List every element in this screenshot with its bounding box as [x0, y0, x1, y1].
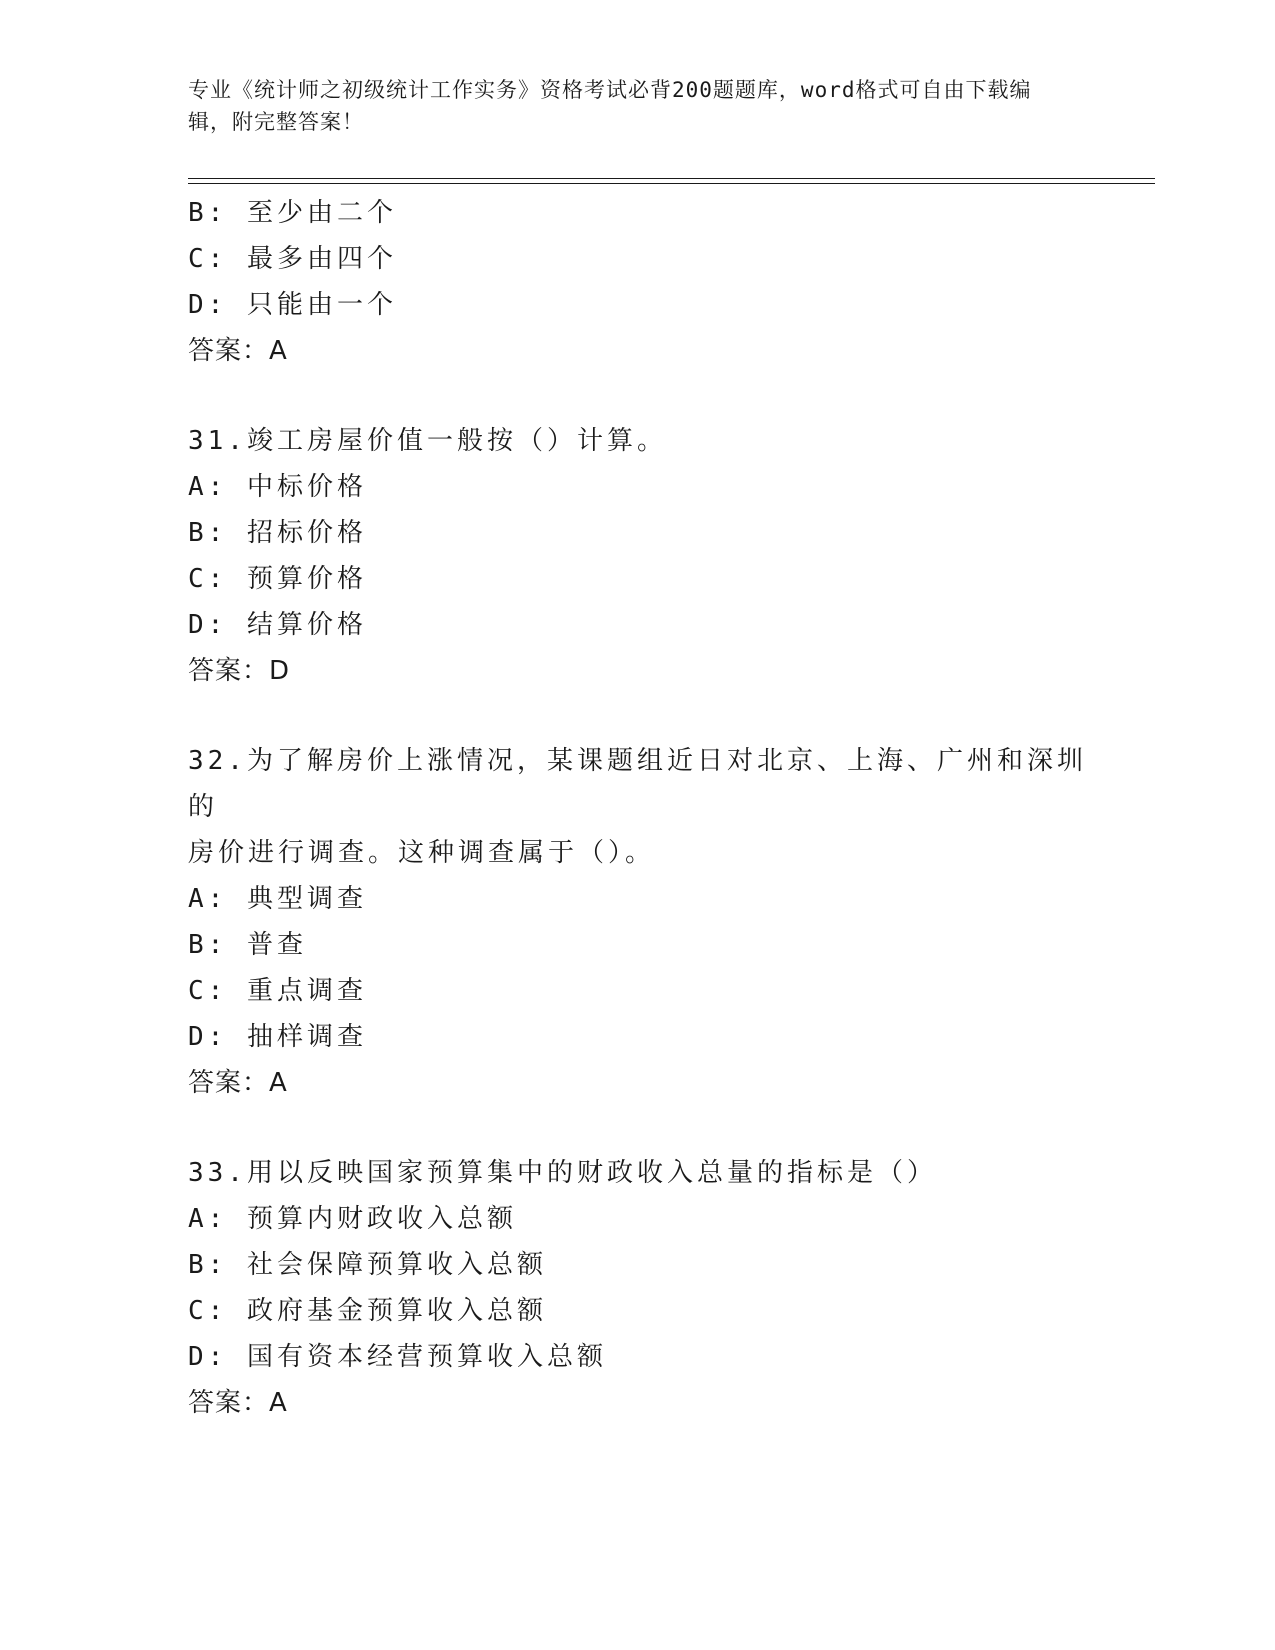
option-c: C: 重点调查	[188, 976, 367, 1006]
option-b: B: 社会保障预算收入总额	[188, 1250, 547, 1280]
question-30-continued	[188, 190, 1088, 374]
option-a: A: 中标价格	[188, 472, 367, 502]
question-31	[188, 418, 1088, 694]
question-stem: 33.用以反映国家预算集中的财政收入总量的指标是（）	[188, 1158, 937, 1188]
option-a: A: 预算内财政收入总额	[188, 1204, 517, 1234]
option-b: B: 普查	[188, 930, 307, 960]
option-a: A: 典型调查	[188, 884, 367, 914]
option-b: B: 至少由二个	[188, 198, 397, 228]
option-d: D: 抽样调查	[188, 1022, 367, 1052]
option-d: D: 只能由一个	[188, 290, 397, 320]
option-d: D: 结算价格	[188, 610, 367, 640]
answer-line: 答案：A	[188, 1068, 288, 1098]
option-c: C: 政府基金预算收入总额	[188, 1296, 547, 1326]
question-list	[188, 190, 1088, 1426]
question-33	[188, 1150, 1088, 1426]
header-divider-top	[188, 178, 1155, 179]
option-d: D: 国有资本经营预算收入总额	[188, 1342, 607, 1372]
option-c: C: 预算价格	[188, 564, 367, 594]
option-c: C: 最多由四个	[188, 244, 397, 274]
question-stem-line-1: 32.为了解房价上涨情况，某课题组近日对北京、上海、广州和深圳的	[188, 746, 1087, 822]
answer-line: 答案：A	[188, 336, 288, 366]
question-32	[188, 738, 1088, 1106]
question-stem-line-2: 房价进行调查。这种调查属于（）。	[188, 838, 656, 868]
header-divider-bottom	[188, 183, 1155, 184]
answer-line: 答案：A	[188, 1388, 288, 1418]
option-b: B: 招标价格	[188, 518, 367, 548]
document-header: 专业《统计师之初级统计工作实务》资格考试必背200题题库，word格式可自由下载编辑，附完整答案！	[188, 78, 1032, 134]
question-stem: 31.竣工房屋价值一般按（）计算。	[188, 426, 667, 456]
answer-line: 答案：D	[188, 656, 291, 686]
